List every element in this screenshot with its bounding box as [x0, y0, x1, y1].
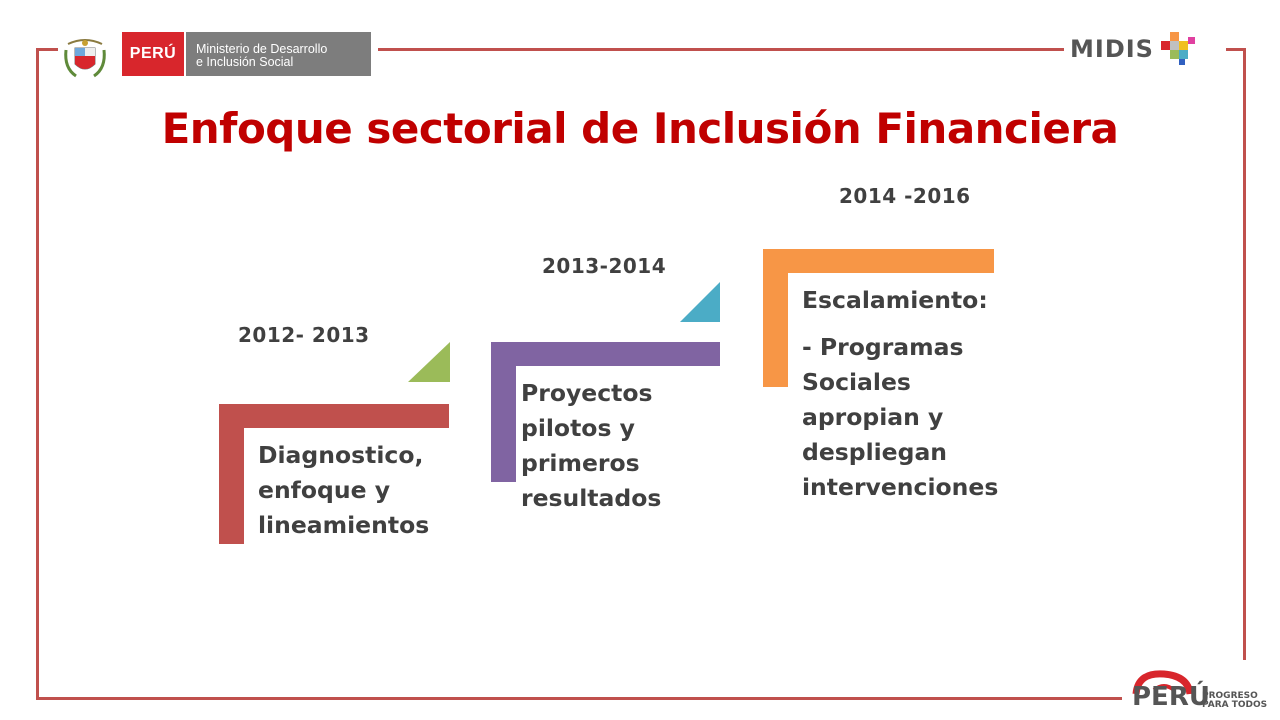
peru-label: PERÚ — [129, 45, 177, 62]
step-3-line-1: - Programas — [802, 333, 964, 361]
step-2-bar-top — [491, 342, 720, 366]
step-1-triangle — [408, 342, 450, 382]
step-3-line-5: intervenciones — [802, 473, 999, 501]
frame-top-mid — [378, 48, 1064, 51]
peru-coat-of-arms-icon — [62, 34, 108, 80]
footer-tagline-line-1: PROGRESO — [1202, 691, 1258, 701]
step-1-bar-left — [219, 404, 244, 544]
step-1-text — [258, 438, 429, 543]
step-2-triangle — [680, 282, 720, 322]
footer-tagline — [1202, 692, 1267, 710]
step-2-bar-left — [491, 342, 516, 482]
step-2-text — [521, 376, 661, 516]
step-2-line-2: pilotos y — [521, 414, 635, 442]
midis-squares-icon — [1158, 32, 1202, 66]
ministry-line-1: Ministerio de Desarrollo — [196, 42, 328, 56]
peru-brand-box — [122, 32, 184, 76]
step-1-line-3: lineamientos — [258, 511, 430, 539]
step-3-line-4: despliegan — [802, 438, 948, 466]
step-1-bar-top — [219, 404, 449, 428]
step-2-line-3: primeros — [521, 449, 640, 477]
step-3-year: 2014 -2016 — [839, 184, 971, 208]
footer-tagline-line-2: PARA TODOS — [1202, 700, 1268, 710]
step-2-year: 2013-2014 — [542, 254, 667, 278]
peru-progreso-logo — [1130, 668, 1270, 712]
step-1-line-2: enfoque y — [258, 476, 391, 504]
step-3-bar-left — [763, 249, 788, 387]
step-1-line-1: Diagnostico, — [258, 441, 424, 469]
step-3-heading: Escalamiento: — [802, 286, 988, 314]
step-3-line-2: Sociales — [802, 368, 911, 396]
page-title: Enfoque sectorial de Inclusión Financiera — [161, 104, 1119, 153]
midis-brand-text: MIDIS — [1070, 35, 1154, 63]
frame-bottom — [36, 697, 1122, 700]
step-2-line-1: Proyectos — [521, 379, 653, 407]
midis-logo — [1070, 34, 1202, 64]
ministry-name-box — [186, 32, 371, 76]
step-3-bar-top — [763, 249, 994, 273]
frame-top-left — [36, 48, 58, 51]
step-1-year: 2012- 2013 — [238, 323, 370, 347]
ministry-line-2: e Inclusión Social — [196, 55, 294, 69]
footer-peru-label: PERÚ — [1132, 682, 1210, 712]
step-3-text — [802, 330, 998, 505]
step-3-line-3: apropian y — [802, 403, 944, 431]
step-2-line-4: resultados — [521, 484, 662, 512]
